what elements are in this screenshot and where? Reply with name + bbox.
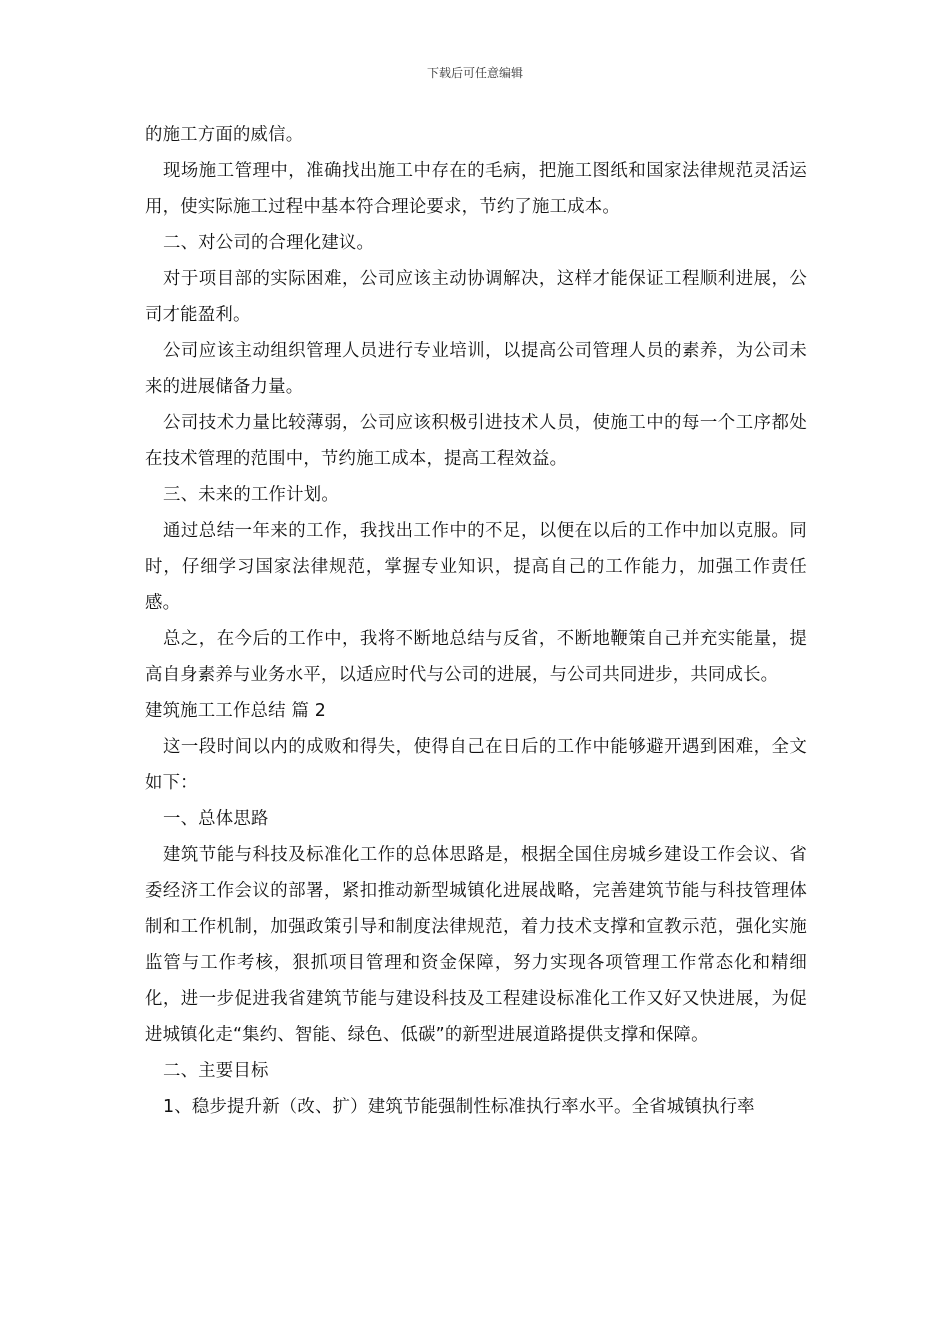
section-heading: 二、对公司的合理化建议。 <box>163 233 375 253</box>
paragraph: 公司技术力量比较薄弱，公司应该积极引进技术人员，使施工中的每一个工序都处在技术管理的范围中，节约施工成本，提高工程效益。 <box>145 413 807 469</box>
page-header: 下载后可任意编辑 <box>426 66 523 80</box>
paragraph: 现场施工管理中，准确找出施工中存在的毛病，把施工图纸和国家法律规范灵活运用，使实际施工过程中基本符合理论要求，节约了施工成本。 <box>145 161 807 217</box>
paragraph: 建筑节能与科技及标准化工作的总体思路是，根据全国住房城乡建设工作会议、省委经济工作会议的部署，紧扣推动新型城镇化进展战略，完善建筑节能与科技管理体制和工作机制，加强政策引导和制度法律规范，着力技术支撑和宣教示范，强化实施监管与工作考核，狠抓项目管理和资金保障，努力实现各项管理工作常态化和精细化，进一步促进我省建筑节能与建设科技及工程建设标准化工作又好又快进展，为促进城镇化走“集约、智能、绿色、低碳”的新型进展道路提供支撑和保障。 <box>145 845 807 1045</box>
paragraph: 的施工方面的威信。 <box>145 125 304 145</box>
paragraph: 公司应该主动组织管理人员进行专业培训，以提高公司管理人员的素养，为公司未来的进展储备力量。 <box>145 341 807 397</box>
paragraph: 1、稳步提升新（改、扩）建筑节能强制性标准执行率水平。全省城镇执行率 <box>163 1097 755 1117</box>
document-body <box>145 117 807 1125</box>
paragraph: 这一段时间以内的成败和得失，使得自己在日后的工作中能够避开遇到困难，全文如下： <box>145 737 807 793</box>
article-title: 建筑施工工作总结 篇 2 <box>145 701 327 721</box>
section-heading: 三、未来的工作计划。 <box>163 485 339 505</box>
paragraph: 总之，在今后的工作中，我将不断地总结与反省，不断地鞭策自己并充实能量，提高自身素养与业务水平，以适应时代与公司的进展，与公司共同进步，共同成长。 <box>145 629 807 685</box>
paragraph: 通过总结一年来的工作，我找出工作中的不足，以便在以后的工作中加以克服。同时，仔细学习国家法律规范，掌握专业知识，提高自己的工作能力，加强工作责任感。 <box>145 521 807 613</box>
section-heading: 二、主要目标 <box>163 1061 269 1081</box>
section-heading: 一、总体思路 <box>163 809 269 829</box>
paragraph: 对于项目部的实际困难，公司应该主动协调解决，这样才能保证工程顺利进展，公司才能盈利。 <box>145 269 807 325</box>
